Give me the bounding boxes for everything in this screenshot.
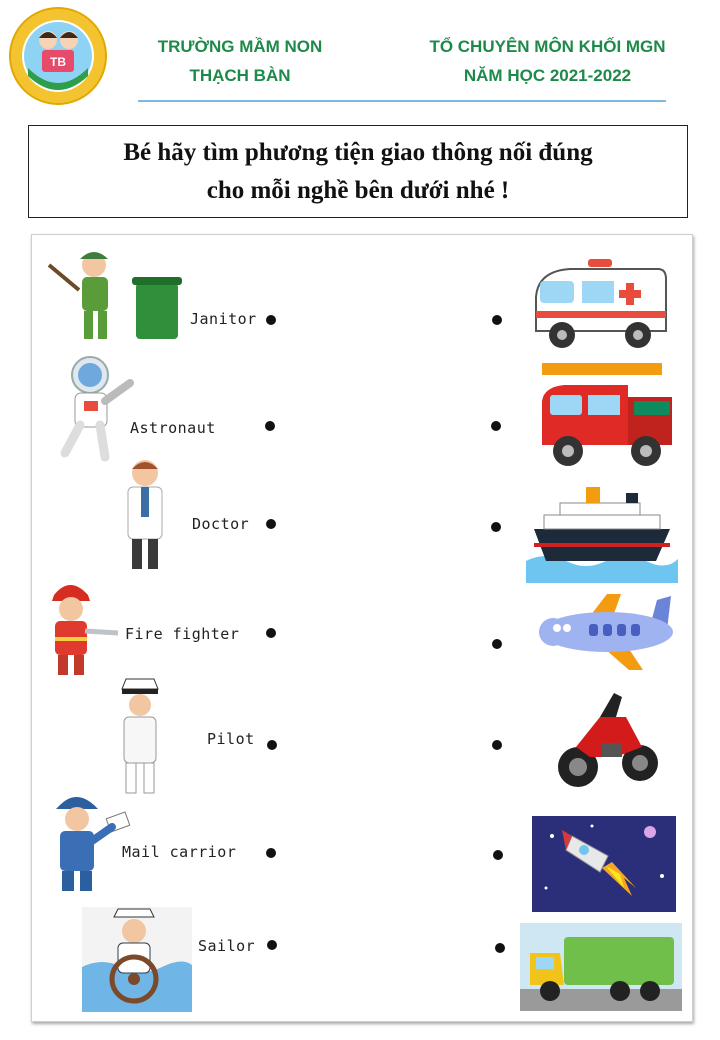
department <box>400 32 695 90</box>
dot-left-mail-carrior[interactable] <box>266 848 276 858</box>
doctor-picture <box>120 455 170 577</box>
dot-right-motorcycle[interactable] <box>492 740 502 750</box>
dot-left-astronaut[interactable] <box>265 421 275 431</box>
school-name <box>130 32 350 90</box>
job-label-janitor: Janitor <box>190 310 257 328</box>
dot-right-airplane[interactable] <box>492 639 502 649</box>
firefighter-picture <box>40 575 130 680</box>
department-line1: TỔ CHUYÊN MÔN KHỐI MGN <box>429 37 666 56</box>
dot-left-janitor[interactable] <box>266 315 276 325</box>
dot-right-fire-truck[interactable] <box>491 421 501 431</box>
dot-right-garbage-truck[interactable] <box>495 943 505 953</box>
rocket-picture <box>532 816 676 912</box>
job-label-pilot: Pilot <box>207 730 255 748</box>
ambulance-picture <box>530 257 670 353</box>
worksheet <box>31 234 693 1022</box>
dot-left-pilot[interactable] <box>267 740 277 750</box>
ship-picture <box>526 473 678 583</box>
job-label-fire-fighter: Fire fighter <box>125 625 240 643</box>
mail-carrier-picture <box>46 787 136 897</box>
dot-left-doctor[interactable] <box>266 519 276 529</box>
astronaut-picture <box>50 353 145 468</box>
job-label-doctor: Doctor <box>192 515 250 533</box>
instruction-line2: cho mỗi nghề bên dưới nhé ! <box>206 177 510 204</box>
school-name-line2: THẠCH BÀN <box>189 66 291 85</box>
janitor-picture <box>44 245 189 350</box>
motorcycle-picture <box>556 687 660 795</box>
dot-right-ambulance[interactable] <box>492 315 502 325</box>
logo-letters: TB <box>50 55 66 69</box>
dot-left-fire-fighter[interactable] <box>266 628 276 638</box>
job-label-astronaut: Astronaut <box>130 419 216 437</box>
job-label-mail-carrior: Mail carrior <box>122 843 237 861</box>
header-divider <box>138 100 666 102</box>
school-year: NĂM HỌC 2021-2022 <box>463 66 632 85</box>
school-name-line1: TRƯỜNG MẦM NON <box>157 37 323 56</box>
pilot-picture <box>110 675 170 800</box>
airplane-picture <box>537 590 677 675</box>
dot-left-sailor[interactable] <box>267 940 277 950</box>
dot-right-rocket[interactable] <box>493 850 503 860</box>
instruction-line1: Bé hãy tìm phương tiện giao thông nối đúng <box>123 139 593 166</box>
fire-truck-picture <box>538 363 678 471</box>
garbage-truck-picture <box>520 923 682 1011</box>
school-logo <box>8 6 108 106</box>
sailor-picture <box>82 907 192 1012</box>
job-label-sailor: Sailor <box>198 937 256 955</box>
dot-right-ship[interactable] <box>491 522 501 532</box>
instruction-box <box>28 125 688 218</box>
